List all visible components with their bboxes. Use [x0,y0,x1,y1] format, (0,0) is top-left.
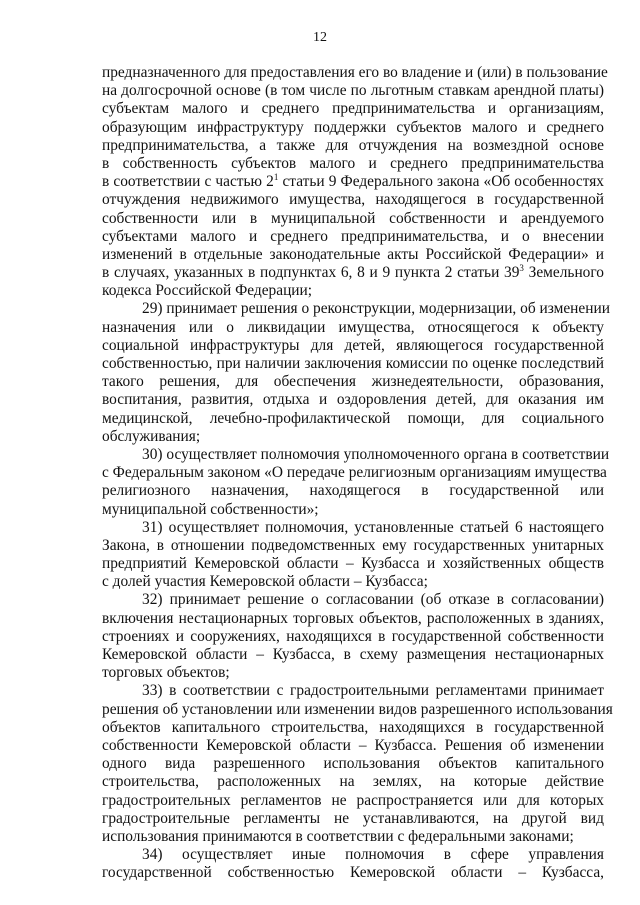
text-line: кодекса Российской Федерации; [102,282,313,300]
text-line: отчуждения недвижимого имущества, находящегося в государственной [102,191,604,209]
text-line: предприятий Кемеровской области – Кузбасса и хозяйственных обществ [102,555,604,573]
text-line: Закона, в отношении подведомственных ему государственных унитарных [102,536,604,554]
text-line: градостроительные регламенты не устанавливаются, на другой вид [102,809,604,827]
text-line: предназначенного для предоставления его во владение и (или) в пользование [102,64,608,81]
text-line: собственности или в муниципальной собственности и арендуемого [102,209,604,227]
paragraph-31-first-line: 31) осуществляет полномочия, установленные статьей 6 настоящего [142,518,604,536]
text-line: градостроительных регламентов не распространяется или для которых [102,791,604,809]
text-line: на долгосрочной основе (в том числе по льготным ставкам арендной платы) [102,82,604,100]
text-line: объектов капитального строительства, находящихся в государственной [102,718,604,736]
text-line: религиозного назначения, находящегося в государственной или [102,482,604,500]
text-line: включения нестационарных торговых объектов, расположенных в зданиях, [102,609,604,627]
paragraph-30-first-line: 30) осуществляет полномочия уполномоченного органа в соответствии [142,445,610,463]
text-line: решения об установлении или изменении видов разрешенного использования [102,700,613,718]
text-line: в соответствии с частью $2^1$ статьи 9 Федерального закона «Об особенностях [102,172,605,191]
text-line: предпринимательства, а также для отчуждения на возмездной основе [102,136,604,154]
text-line: обслуживания; [102,427,201,445]
text-line: субъектам малого и среднего предпринимательства и организациям, [102,100,604,118]
text-line: медицинской, лечебно-профилактической помощи, для социального [102,409,604,427]
text-line: в случаях, указанных в подпунктах 6, 8 и 9 пункта 2 статьи $39^3$ Земельного [102,263,604,282]
text-line: с Федеральным законом «О передаче религиозным организациям имущества [102,464,607,482]
text-line: Кемеровской области – Кузбасса, в схему размещения нестационарных [102,646,604,663]
text-line: социальной инфраструктуры для детей, являющегося государственной [102,336,604,354]
superscript: 1 [273,172,279,183]
document-body [102,64,613,882]
paragraph-29-first-line: 29) принимает решения о реконструкции, модернизации, об изменении [142,300,610,318]
page-number: 12 [313,30,327,45]
text-line: муниципальной собственности»; [102,500,319,518]
text-line: строительства, расположенных на землях, на которые действие [102,773,604,791]
text-line: субъектами малого и среднего предпринимательства, и о внесении [102,227,604,245]
text-line: одного вида разрешенного использования объектов капитального [102,755,604,773]
text-line: в собственность субъектов малого и среднего предпринимательства [102,154,604,172]
text-line: использования принимаются в соответствии с федеральными законами; [102,827,574,845]
text-line: такого решения, для обеспечения жизнедеятельности, образования, [102,373,604,391]
text-line: воспитания, развития, отдыха и оздоровления детей, для оказания им [102,391,604,409]
text-line: строениях и сооружениях, находящихся в государственной собственности [102,627,604,645]
paragraph-32-first-line: 32) принимает решение о согласовании (об отказе в согласовании) [142,591,604,609]
text-line: с долей участия Кемеровской области – Кузбасса; [102,573,428,591]
superscript: 3 [519,263,524,274]
paragraph-33-first-line: 33) в соответствии с градостроительными регламентами принимает [142,682,604,700]
text-line: назначения или о ликвидации имущества, относящегося к объекту [102,318,604,336]
text-line: государственной собственностью Кемеровской области – Кузбасса, [102,864,604,882]
text-line: собственностью, при наличии заключения комиссии по оценке последствий [102,355,604,372]
paragraph-34-first-line: 34) осуществляет иные полномочия в сфере управления [142,846,604,864]
text-line: изменений в отдельные законодательные акты Российской Федерации» и [102,245,604,263]
text-line: образующим инфраструктуру поддержки субъектов малого и среднего [102,118,604,136]
text-line: собственности Кемеровской области – Кузбасса. Решения об изменении [102,736,604,754]
text-line: торговых объектов; [102,664,230,682]
